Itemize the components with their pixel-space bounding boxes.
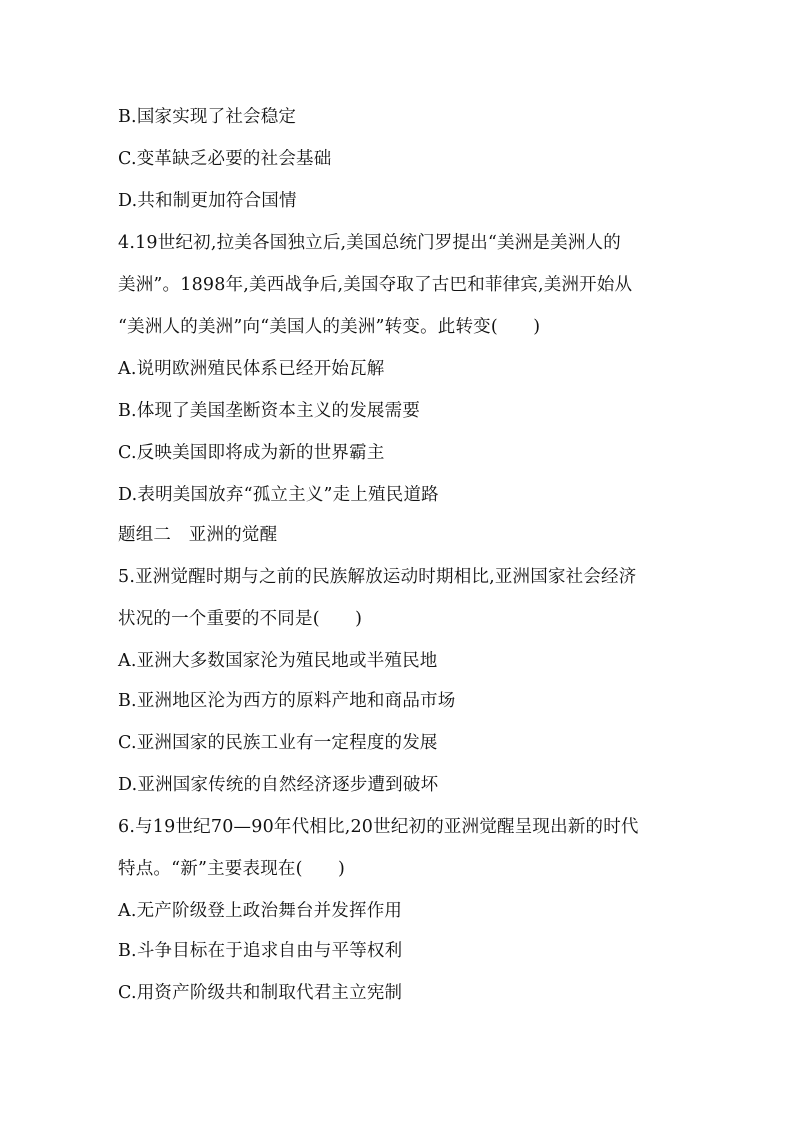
q3-option-b: B.国家实现了社会稳定	[118, 107, 297, 127]
q4-option-c: C.反映美国即将成为新的世界霸主	[118, 443, 385, 463]
q4-option-a: A.说明欧洲殖民体系已经开始瓦解	[118, 359, 385, 379]
section-heading: 题组二 亚洲的觉醒	[118, 525, 278, 545]
q5-stem-line-1: 5.亚洲觉醒时期与之前的民族解放运动时期相比,亚洲国家社会经济	[118, 567, 637, 587]
q4-stem-line-2: 美洲”。1898年,美西战争后,美国夺取了古巴和菲律宾,美洲开始从	[118, 275, 633, 295]
q6-option-a: A.无产阶级登上政治舞台并发挥作用	[118, 901, 403, 921]
q5-option-a: A.亚洲大多数国家沦为殖民地或半殖民地	[118, 651, 438, 671]
q5-stem-line-2: 状况的一个重要的不同是( )	[118, 609, 363, 629]
q3-option-c: C.变革缺乏必要的社会基础	[118, 149, 332, 169]
q6-option-b: B.斗争目标在于追求自由与平等权利	[118, 941, 403, 961]
q6-stem-line-1: 6.与19世纪70—90年代相比,20世纪初的亚洲觉醒呈现出新的时代	[118, 817, 639, 837]
q6-stem-line-2: 特点。“新”主要表现在( )	[118, 859, 346, 879]
q3-option-d: D.共和制更加符合国情	[118, 191, 297, 211]
q4-option-d: D.表明美国放弃“孤立主义”走上殖民道路	[118, 485, 439, 505]
q5-option-c: C.亚洲国家的民族工业有一定程度的发展	[118, 733, 438, 753]
q4-stem-line-3: “美洲人的美洲”向“美国人的美洲”转变。此转变( )	[118, 317, 541, 337]
q5-option-d: D.亚洲国家传统的自然经济逐步遭到破坏	[118, 775, 439, 795]
q5-option-b: B.亚洲地区沦为西方的原料产地和商品市场	[118, 691, 456, 711]
q4-stem-line-1: 4.19世纪初,拉美各国独立后,美国总统门罗提出“美洲是美洲人的	[118, 233, 621, 253]
q6-option-c: C.用资产阶级共和制取代君主立宪制	[118, 983, 403, 1003]
q4-option-b: B.体现了美国垄断资本主义的发展需要	[118, 401, 421, 421]
